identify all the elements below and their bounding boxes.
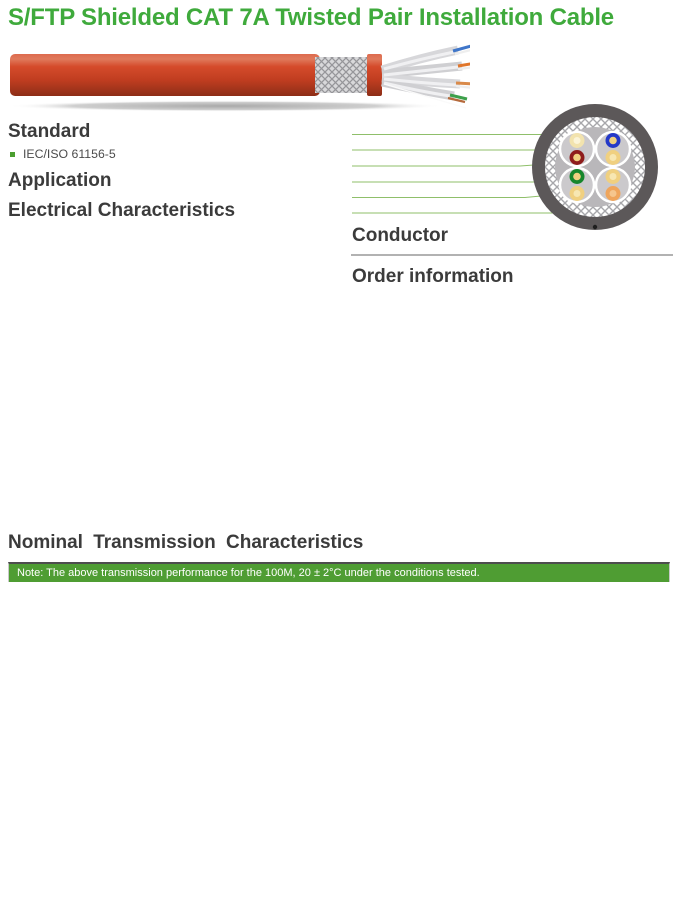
transmission-table xyxy=(8,562,670,582)
left-column xyxy=(8,122,348,226)
standard-heading: Standard xyxy=(8,121,91,142)
page-title: S/FTP Shielded CAT 7A Twisted Pair Installation Cable xyxy=(8,4,614,31)
electrical-heading: Electrical Characteristics xyxy=(8,199,236,221)
diagram-labels xyxy=(352,121,552,221)
application-heading: Application xyxy=(8,169,112,191)
right-column xyxy=(352,226,672,294)
standard-list xyxy=(8,147,348,162)
bullet-item xyxy=(8,147,348,162)
bullet-text: IEC/ISO 61156-5 xyxy=(23,146,116,161)
table-note: Note: The above transmission performance for the 100M, 20 ± 2°C under the conditions tested. xyxy=(9,564,669,582)
order-heading: Order information xyxy=(352,265,514,287)
transmission-section xyxy=(8,533,672,582)
transmission-heading: Nominal Transmission Characteristics xyxy=(8,532,364,553)
transmission-note-row xyxy=(9,564,669,582)
bullet-square-icon xyxy=(10,152,15,157)
conductor-heading: Conductor xyxy=(352,225,449,246)
